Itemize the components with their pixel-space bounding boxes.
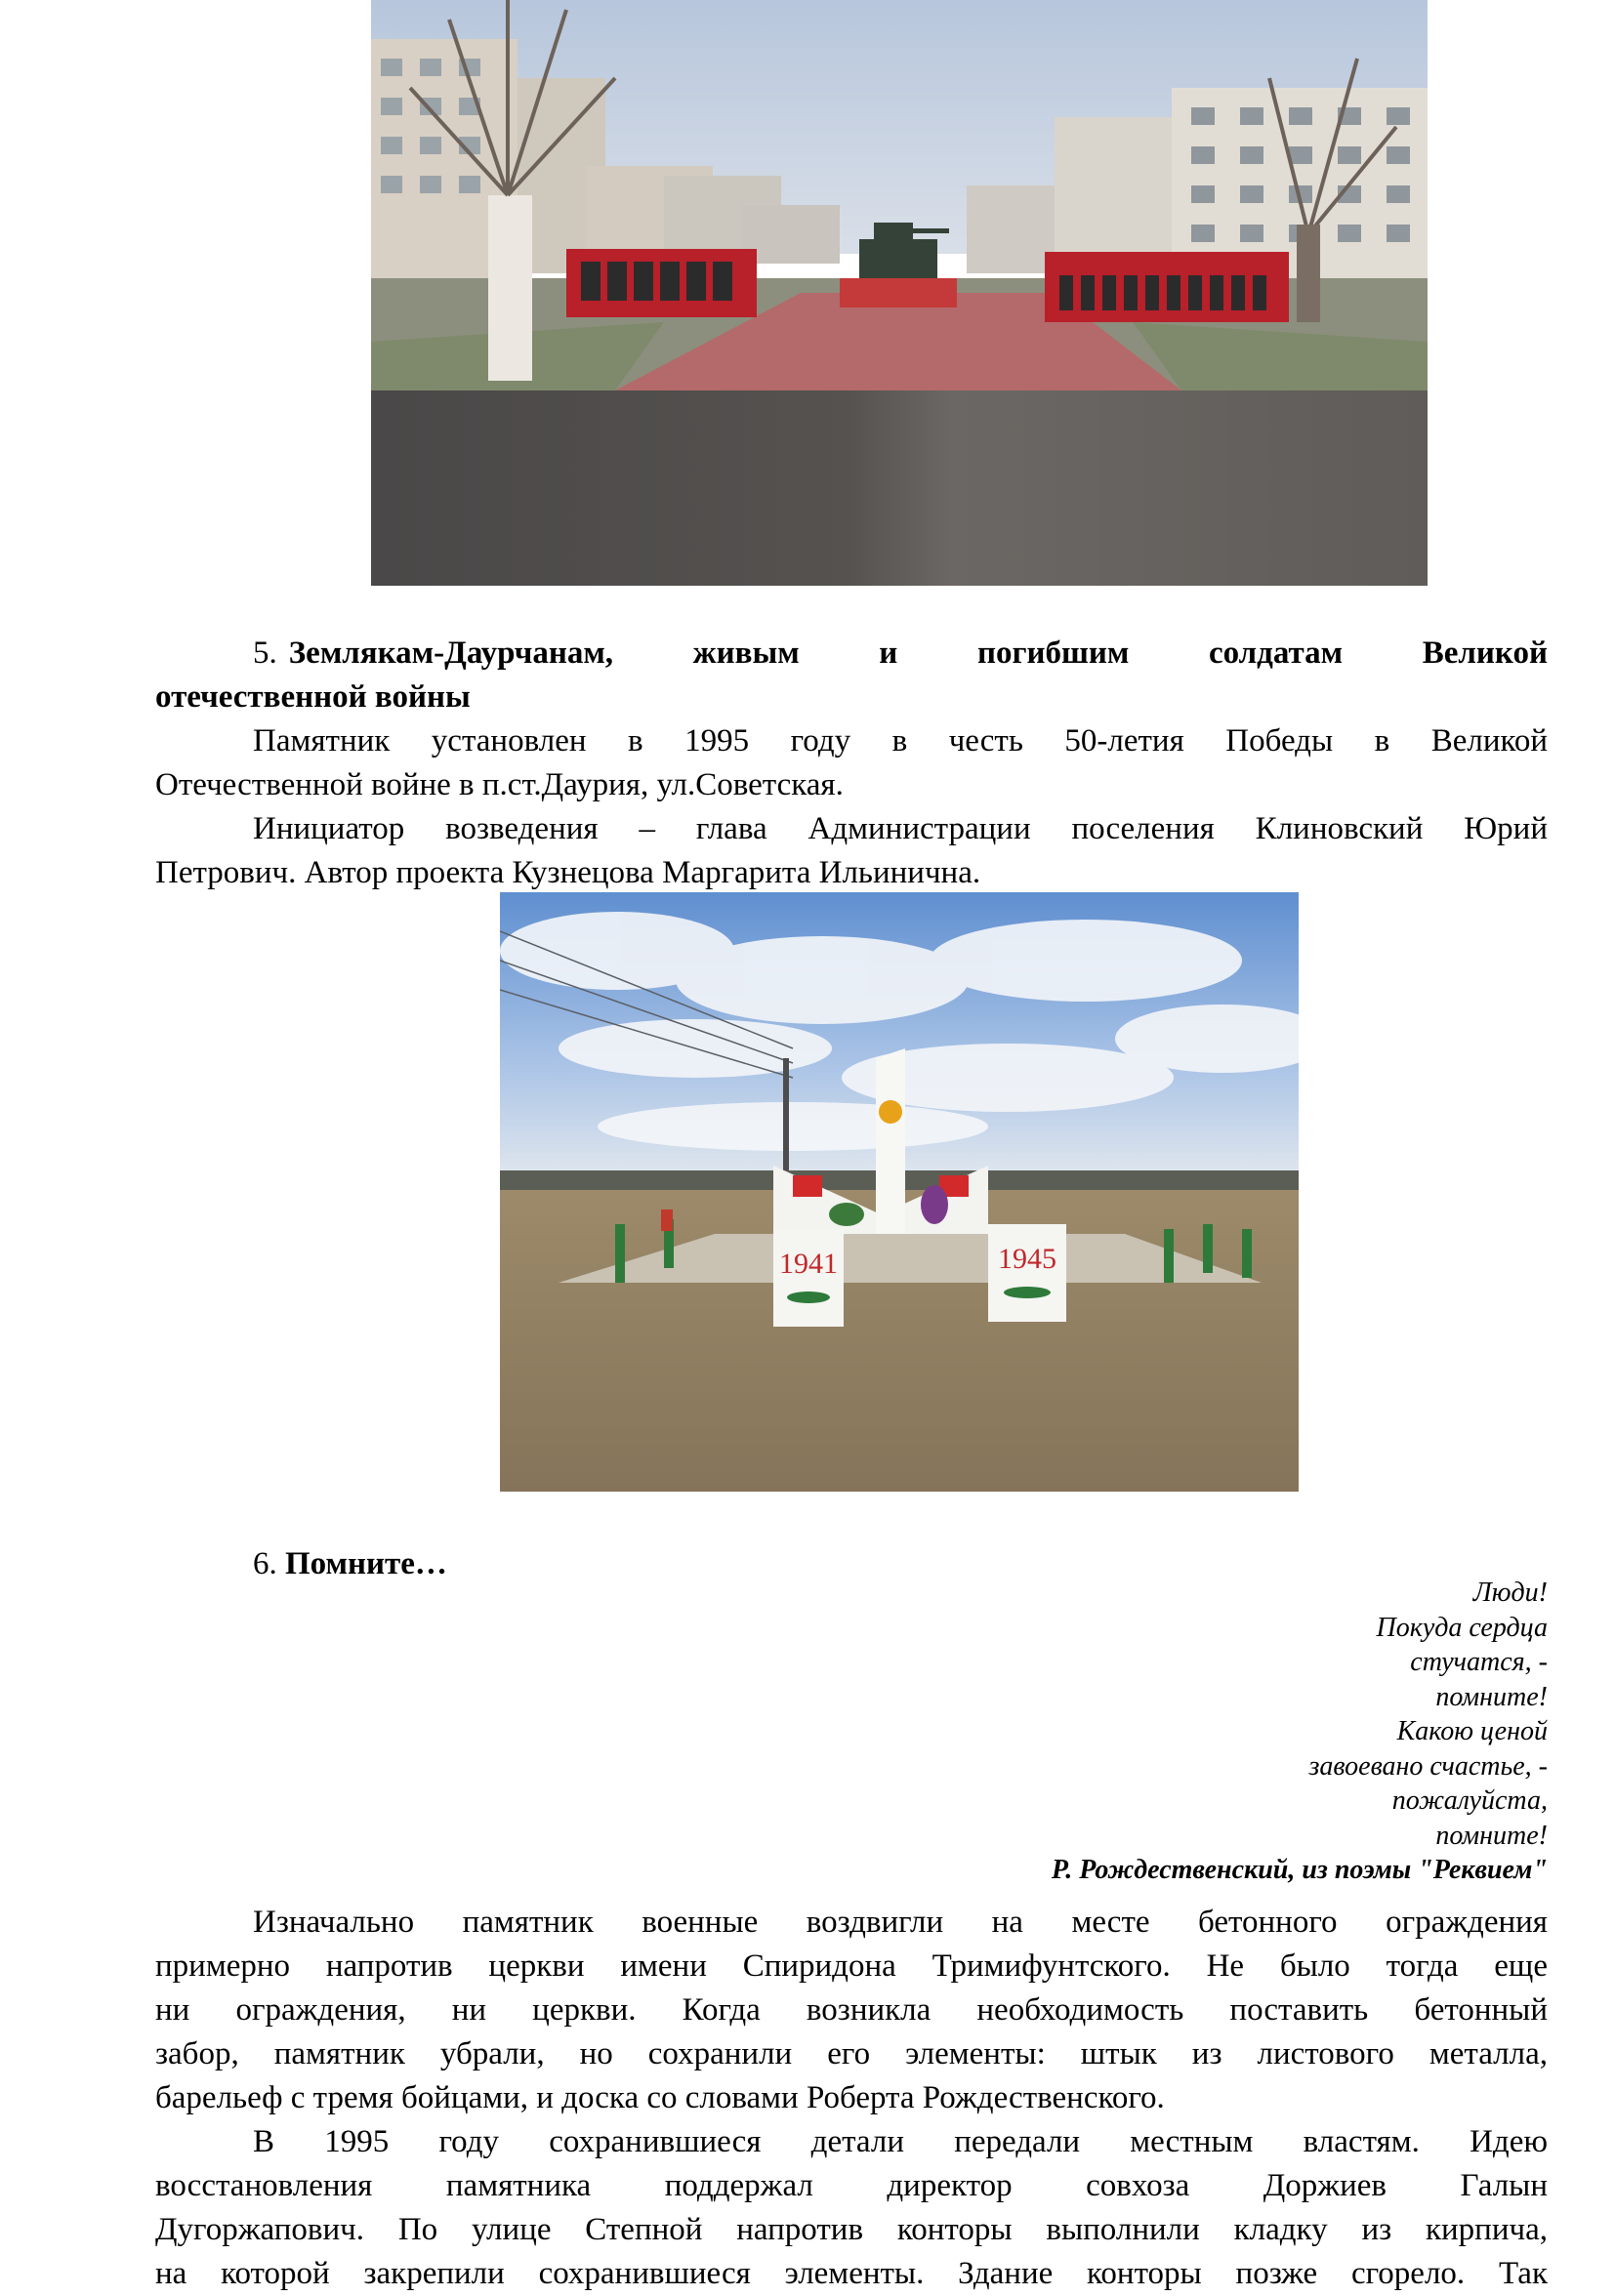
section5-p2-line2: Петрович. Автор проекта Кузнецова Маргарита Ильинична. [155,855,981,890]
section5-title-line1: Землякам-Даурчанам, живым и погибшим солдатам Великой [288,636,1548,671]
section5-paragraph2 [155,807,1548,895]
section5-p1-line1: Памятник установлен в 1995 году в честь 50-летия Победы в Великой [253,723,1548,758]
section5-p1-line2: Отечественной войне в п.ст.Даурия, ул.Советская. [155,767,844,802]
poem-line: Люди! [1472,1578,1548,1608]
section6-number: 6. [253,1546,277,1581]
monument-1941-1945-photo-icon [500,892,1299,1492]
poem-author: Р. Рождественский, из поэмы "Реквием" [1051,1855,1548,1885]
section6-paragraph1 [155,1901,1548,2120]
section6-p1-line: забор, памятник убрали, но сохранили его элементы: штык из листового металла, [155,2036,1548,2071]
section5-p2-line1: Инициатор возведения – глава Администрации поселения Клиновский Юрий [253,811,1548,846]
section6-title: Помните… [285,1546,447,1581]
section5-number: 5. [253,636,277,671]
section6-paragraph2 [155,2120,1548,2296]
year-1945-label: 1945 [998,1243,1056,1275]
poem-epigraph [1052,1576,1548,1888]
year-1941-label: 1941 [779,1248,838,1280]
section5-heading [155,632,1548,676]
poem-line: помните! [1435,1681,1548,1712]
section5-title-line2: отечественной войны [155,679,471,715]
section6-p1-line: Изначально памятник военные воздвигли на месте бетонного ограждения [253,1905,1548,1940]
section6-p2-line: восстановления памятника поддержал директор совхоза Доржиев Галын [155,2168,1548,2203]
section5-heading-line2 [155,676,1548,719]
section6-p2-line: Дугоржапович. По улице Степной напротив конторы выполнили кладку из кирпича, [155,2212,1548,2247]
memorial-square-photo [371,0,1428,586]
section5-paragraph1 [155,719,1548,807]
poem-line: стучатся, - [1410,1647,1548,1677]
section6-p2-line: В 1995 году сохранившиеся детали передали местным властям. Идею [253,2124,1548,2159]
poem-line: помните! [1435,1820,1548,1851]
poem-line: пожалуйста, [1391,1785,1548,1816]
memorial-square-tank-photo-icon [371,0,1428,586]
section6-p1-line: ни ограждения, ни церкви. Когда возникла необходимость поставить бетонный [155,1992,1548,2028]
poem-line: Покуда сердца [1376,1612,1548,1643]
section6-p1-line: примерно напротив церкви имени Спиридона Тримифунтского. Не было тогда еще [155,1948,1548,1984]
poem-line: Какою ценой [1396,1716,1548,1746]
section5-heading-line1 [155,632,1548,676]
poem-line: завоевано счастье, - [1308,1750,1548,1782]
monument-photo [500,892,1299,1492]
section6-p1-line: барельеф с тремя бойцами, и доска со словами Роберта Рождественского. [155,2080,1165,2115]
section6-p2-line: на которой закрепили сохранившиеся элементы. Здание конторы позже сгорело. Так [155,2256,1548,2291]
